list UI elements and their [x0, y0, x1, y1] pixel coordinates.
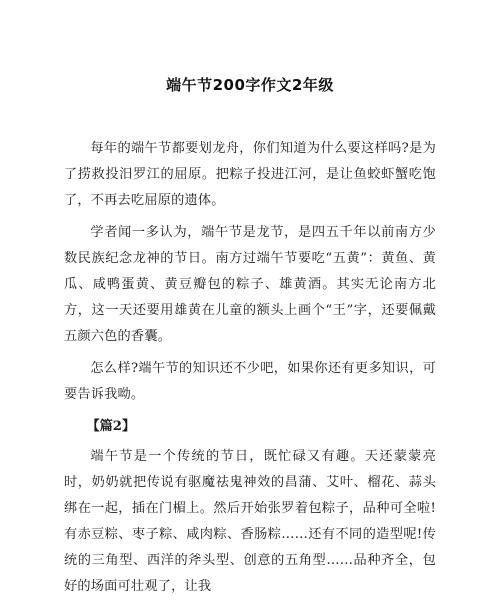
paragraph-2: 学者闻一多认为，端午节是龙节，是四五千年以前南方少数民族纪念龙神的节日。南方过端午节要吃“五黄”：黄鱼、黄瓜、咸鸭蛋黄、黄豆瓣包的粽子、雄黄酒。其实无论南方北方，这一天还要用雄黄在儿童的额头上画个“王”字，还要佩戴五颜六色的香囊。	[64, 225, 436, 344]
section-2-label: 【篇2】	[86, 419, 136, 434]
section-2-paragraph-1: 端午节是一个传统的节日，既忙碌又有趣。天还蒙蒙亮时，奶奶就把传说有驱魔祛鬼神效的昌蒲、艾叶、榴花、蒜头绑在一起，插在门楣上。然后开始张罗着包粽子，品种可全啦!有赤豆粽、枣子粽、咸肉粽、香肠粽……还有不同的造型呢!传统的三角型、西洋的斧头型、创意的五角型……品种齐全，包好的场面可壮观了，让我	[64, 449, 436, 594]
paragraph-3: 怎么样?端午节的知识还不少吧，如果你还有更多知识，可要告诉我呦。	[64, 361, 436, 402]
document-body	[64, 136, 436, 606]
paragraph-1: 每年的端午节都要划龙舟，你们知道为什么要这样吗?是为了捞救投汨罗江的屈原。把粽子投进江河，是让鱼蛟虾蟹吃饱了，不再去吃屈原的遗体。	[64, 141, 436, 208]
document-title: 端午节200字作文2年级	[166, 76, 334, 94]
